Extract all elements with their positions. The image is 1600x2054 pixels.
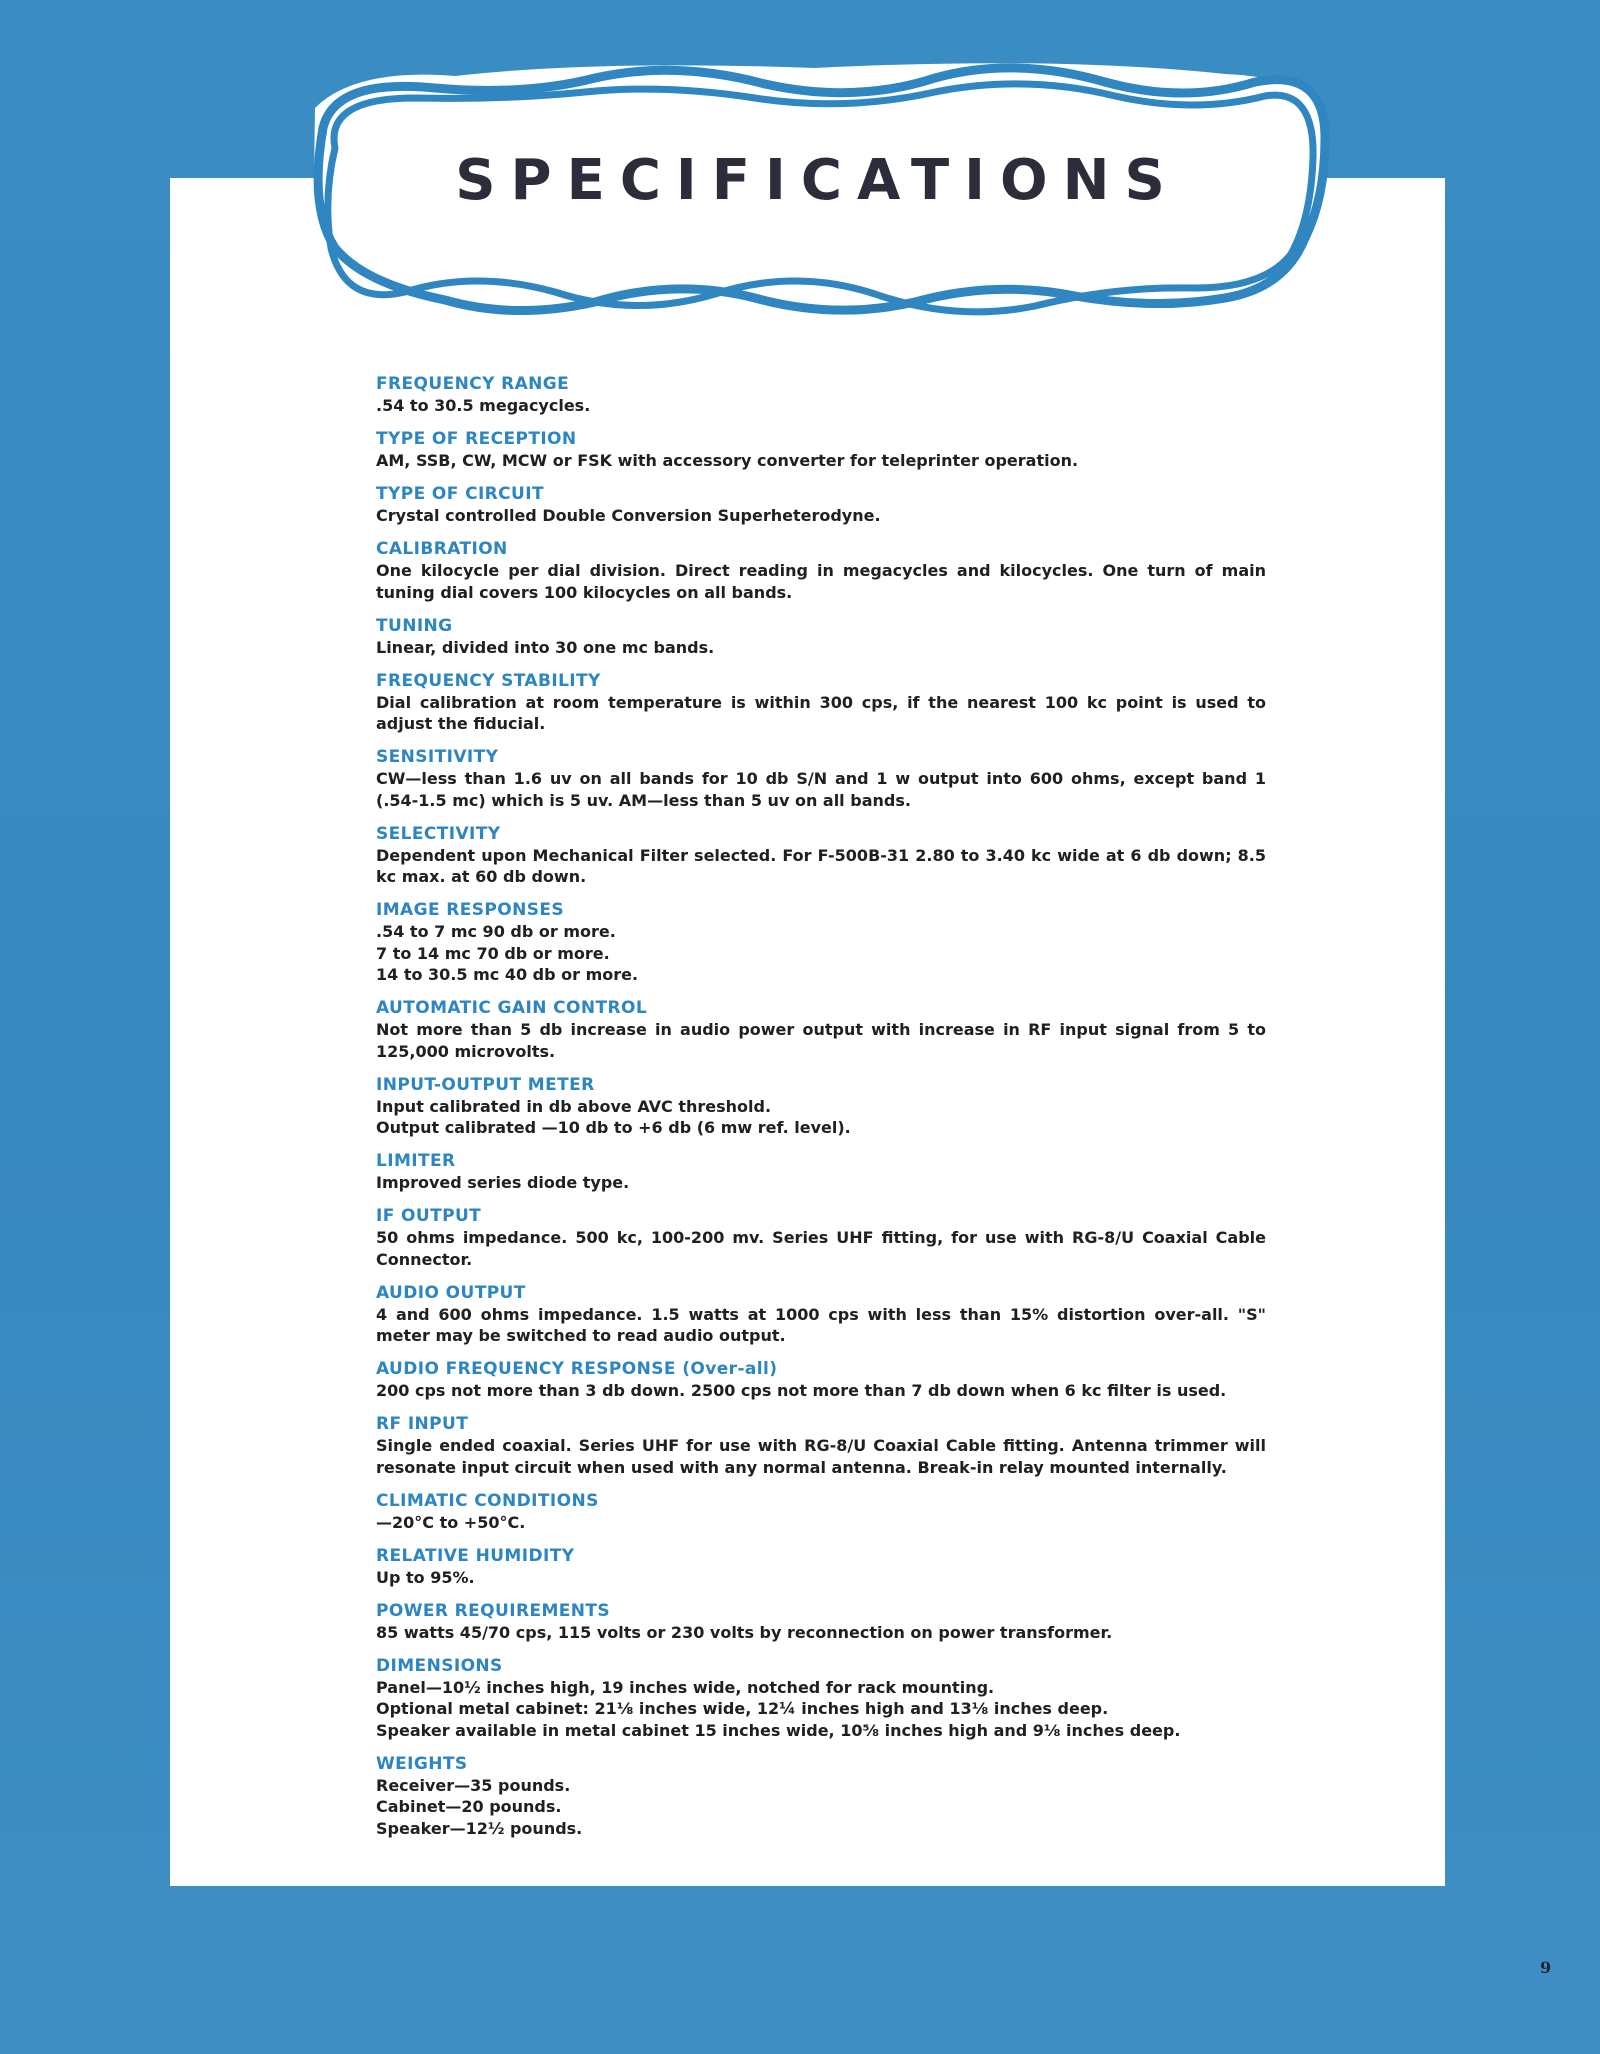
spec-heading: [376, 484, 1266, 505]
spec-heading: [376, 1283, 1266, 1304]
spec-section: [376, 1601, 1266, 1644]
spec-section: [376, 900, 1266, 986]
spec-section: [376, 1414, 1266, 1478]
spec-heading: [376, 374, 1266, 395]
spec-heading-text: FREQUENCY STABILITY: [376, 670, 601, 691]
spec-heading-text: AUTOMATIC GAIN CONTROL: [376, 998, 648, 1018]
spec-heading-text: TYPE OF CIRCUIT: [376, 484, 544, 504]
spec-heading-text: CALIBRATION: [376, 539, 508, 559]
spec-heading-text: LIMITER: [376, 1151, 456, 1171]
spec-value: AM, SSB, CW, MCW or FSK with accessory converter for teleprinter operation.: [376, 451, 1079, 470]
spec-heading: [376, 1359, 1266, 1380]
spec-value: Cabinet—20 pounds.: [376, 1797, 562, 1816]
spec-heading: [376, 1206, 1266, 1227]
spec-value: Panel—10½ inches high, 19 inches wide, notched for rack mounting.: [376, 1677, 995, 1697]
spec-heading: [376, 539, 1266, 560]
spec-heading: [376, 1754, 1266, 1775]
spec-heading: [376, 616, 1266, 637]
spec-value: One kilocycle per dial division. Direct reading in megacycles and kilocycles. One turn of main tuning dial covers 100 kilocycles on all bands.: [376, 561, 1266, 602]
spec-section: [376, 539, 1266, 603]
spec-value: 200 cps not more than 3 db down. 2500 cps not more than 7 db down when 6 kc filter is used.: [376, 1381, 1227, 1400]
spec-section: [376, 374, 1266, 417]
spec-value: Crystal controlled Double Conversion Superheterodyne.: [376, 506, 881, 525]
spec-value: 7 to 14 mc 70 db or more.: [376, 943, 610, 963]
spec-value: Single ended coaxial. Series UHF for use with RG-8/U Coaxial Cable fitting. Antenna trimmer will resonate input circuit when used with any normal antenna. Break-in relay mounted internally.: [376, 1436, 1266, 1477]
spec-heading-text: SELECTIVITY: [376, 823, 501, 844]
spec-section: [376, 1491, 1266, 1534]
spec-value: Up to 95%.: [376, 1567, 475, 1587]
spec-section: [376, 1283, 1266, 1347]
spec-section: [376, 1754, 1266, 1840]
spec-value: CW—less than 1.6 uv on all bands for 10 db S/N and 1 w output into 600 ohms, except band 1 (.54-1.5 mc) which is 5 uv. AM—less than 5 uv on all bands.: [376, 769, 1266, 810]
spec-heading: [376, 429, 1266, 450]
spec-heading: [376, 747, 1266, 768]
spec-value: Linear, divided into 30 one mc bands.: [376, 637, 715, 657]
spec-section: [376, 1075, 1266, 1139]
spec-section: [376, 484, 1266, 527]
spec-heading: [376, 1151, 1266, 1172]
page-number: 9: [1540, 1958, 1552, 1977]
specifications-list: [376, 374, 1266, 1852]
spec-value: 85 watts 45/70 cps, 115 volts or 230 volts by reconnection on power transformer.: [376, 1622, 1113, 1642]
spec-value: .54 to 30.5 megacycles.: [376, 396, 591, 415]
spec-value: .54 to 7 mc 90 db or more.: [376, 922, 616, 941]
spec-value: Receiver—35 pounds.: [376, 1775, 571, 1795]
spec-heading: [376, 1601, 1266, 1622]
spec-heading: [376, 824, 1266, 845]
spec-value: 14 to 30.5 mc 40 db or more.: [376, 965, 639, 984]
spec-heading: [376, 900, 1266, 921]
spec-value: Not more than 5 db increase in audio power output with increase in RF input signal from 5 to 125,000 microvolts.: [376, 1020, 1266, 1061]
spec-heading-text: AUDIO OUTPUT: [376, 1282, 526, 1303]
spec-heading-text: AUDIO FREQUENCY RESPONSE: [376, 1359, 676, 1379]
spec-value: —20°C to +50°C.: [376, 1512, 526, 1532]
spec-heading-text: IMAGE RESPONSES: [376, 900, 565, 920]
spec-heading-note: (Over-all): [682, 1359, 778, 1379]
spec-value: 50 ohms impedance. 500 kc, 100-200 mv. Series UHF fitting, for use with RG-8/U Coaxial Cable Connector.: [376, 1228, 1266, 1269]
spec-section: [376, 671, 1266, 735]
spec-heading: [376, 1414, 1266, 1435]
spec-heading-text: FREQUENCY RANGE: [376, 374, 570, 394]
spec-section: [376, 1656, 1266, 1742]
spec-heading-text: IF OUTPUT: [376, 1206, 482, 1226]
spec-heading: [376, 1546, 1266, 1567]
spec-heading: [376, 1075, 1266, 1096]
spec-heading: [376, 1491, 1266, 1512]
spec-section: [376, 1546, 1266, 1589]
spec-value: Speaker—12½ pounds.: [376, 1818, 583, 1838]
spec-heading-text: SENSITIVITY: [376, 747, 499, 767]
spec-heading-text: POWER REQUIREMENTS: [376, 1600, 611, 1621]
spec-value: Dial calibration at room temperature is within 300 cps, if the nearest 100 kc point is used to adjust the fiducial.: [376, 692, 1266, 733]
spec-value: Output calibrated —10 db to +6 db (6 mw ref. level).: [376, 1118, 851, 1137]
spec-section: [376, 1151, 1266, 1194]
spec-heading-text: DIMENSIONS: [376, 1655, 503, 1676]
spec-heading-text: WEIGHTS: [376, 1753, 468, 1774]
spec-value: 4 and 600 ohms impedance. 1.5 watts at 1000 cps with less than 15% distortion over-all. "S" meter may be switched to read audio output.: [376, 1304, 1266, 1345]
spec-section: [376, 747, 1266, 811]
spec-heading-text: INPUT-OUTPUT METER: [376, 1074, 595, 1095]
spec-heading-text: TUNING: [376, 615, 453, 636]
spec-heading: [376, 998, 1266, 1019]
spec-heading-text: RELATIVE HUMIDITY: [376, 1545, 575, 1566]
spec-value: Speaker available in metal cabinet 15 inches wide, 10⅝ inches high and 9⅛ inches deep.: [376, 1720, 1181, 1740]
spec-section: [376, 998, 1266, 1062]
spec-heading-text: RF INPUT: [376, 1414, 469, 1434]
spec-value: Optional metal cabinet: 21⅛ inches wide, 12¼ inches high and 13⅛ inches deep.: [376, 1699, 1109, 1718]
spec-value: Input calibrated in db above AVC threshold.: [376, 1096, 772, 1116]
spec-value: Improved series diode type.: [376, 1173, 630, 1192]
page-title: SPECIFICATIONS: [455, 148, 1180, 213]
spec-heading-text: CLIMATIC CONDITIONS: [376, 1490, 599, 1511]
spec-section: [376, 824, 1266, 888]
spec-value: Dependent upon Mechanical Filter selected. For F-500B-31 2.80 to 3.40 kc wide at 6 db down; 8.5 kc max. at 60 db down.: [376, 845, 1266, 886]
spec-section: [376, 429, 1266, 472]
spec-section: [376, 1359, 1266, 1402]
spec-heading: [376, 671, 1266, 692]
spec-heading-text: TYPE OF RECEPTION: [376, 429, 577, 449]
spec-section: [376, 1206, 1266, 1270]
spec-heading: [376, 1656, 1266, 1677]
spec-section: [376, 616, 1266, 659]
